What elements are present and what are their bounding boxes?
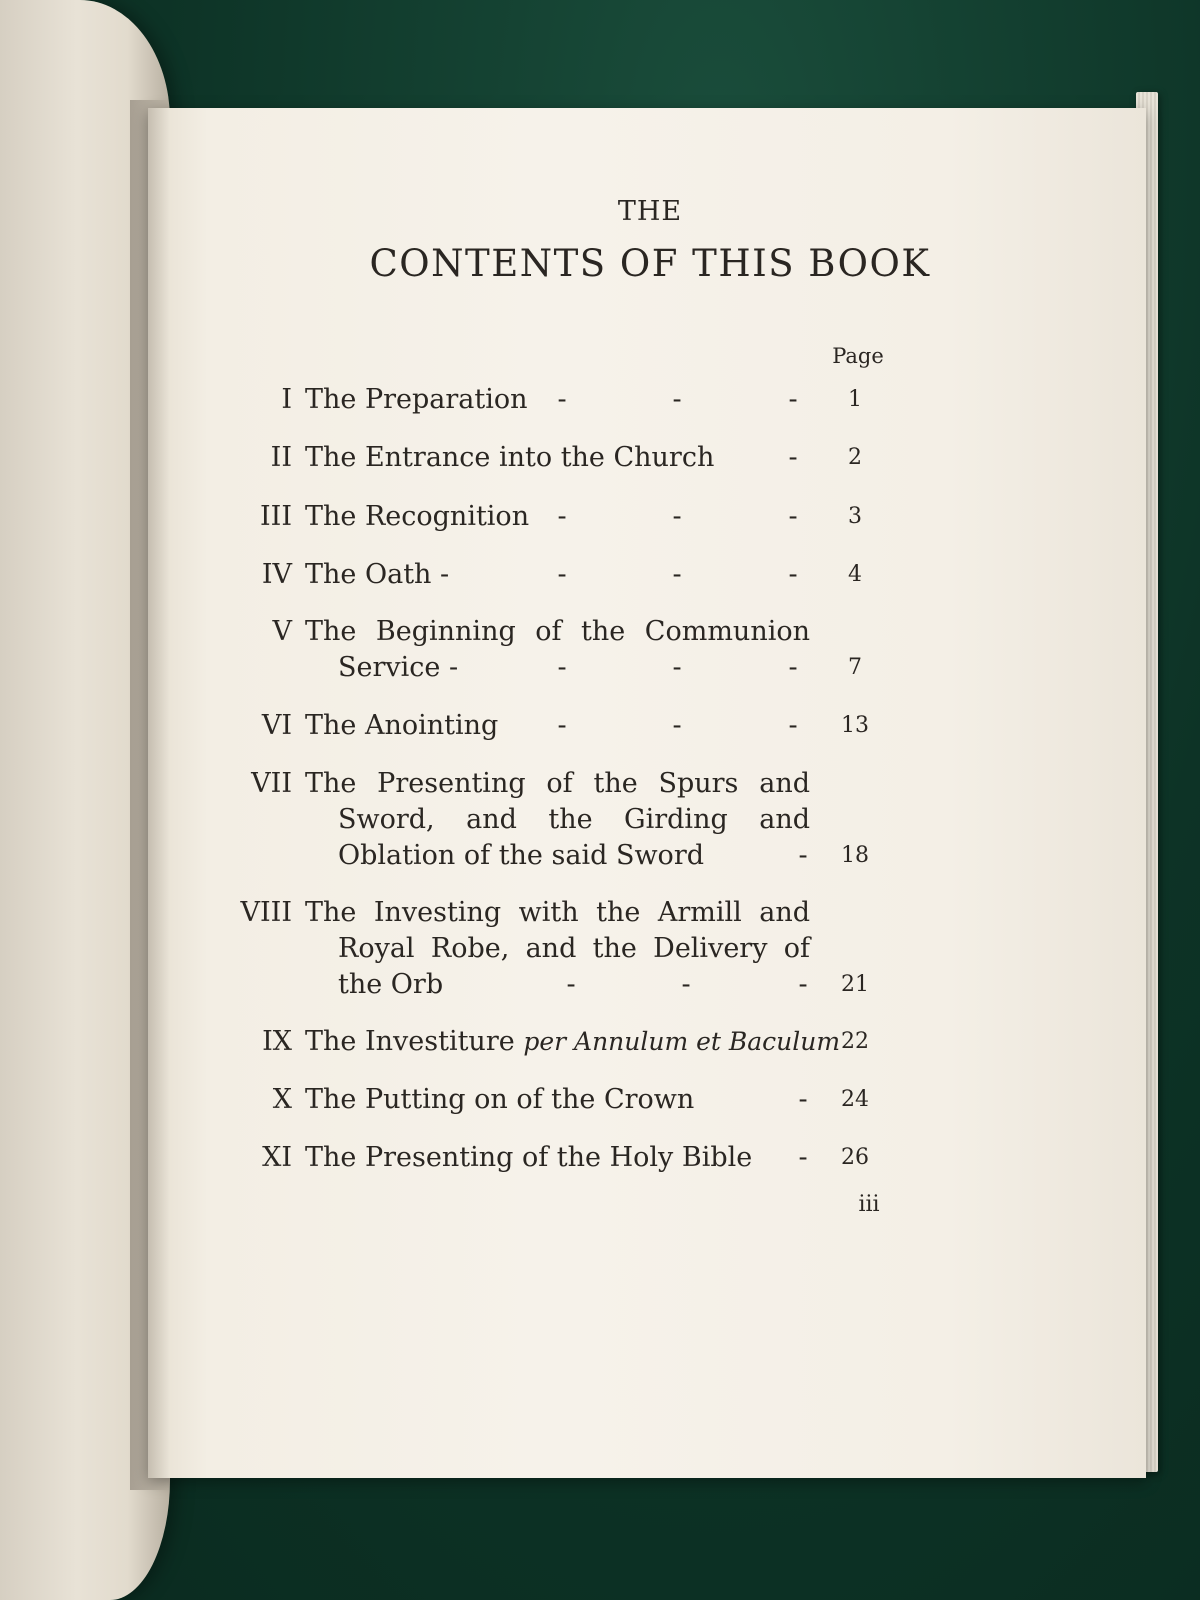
chapter-number: II [270, 442, 292, 473]
chapter-title [305, 1024, 841, 1060]
chapter-title-line [305, 1024, 841, 1060]
chapter-number: VII [251, 768, 292, 799]
chapter-title-line: Sword, and the Girding and [338, 804, 810, 835]
leader-dash: - [788, 652, 798, 683]
chapter-number: III [260, 501, 292, 532]
chapter-title-line: The Recognition [305, 501, 530, 532]
page-number: 18 [841, 843, 869, 868]
chapter-title-line: The Oath - [305, 559, 450, 590]
chapter-number: V [272, 616, 292, 647]
chapter-title-line: The Investing with the Armill and [305, 897, 810, 928]
chapter-number: XI [262, 1142, 292, 1173]
leader-dash: - [557, 710, 567, 741]
leader-dash: - [788, 384, 798, 415]
page-number: 3 [848, 504, 862, 529]
leader-dash: - [788, 442, 798, 473]
page-number: 7 [848, 655, 862, 680]
leader-dash: - [672, 384, 682, 415]
chapter-title-line: The Putting on of the Crown [305, 1084, 695, 1115]
leader-dash: - [557, 559, 567, 590]
leader-dash: - [788, 710, 798, 741]
page-column-label: Page [832, 344, 884, 368]
page-number: 13 [841, 713, 869, 738]
leader-dash: - [788, 501, 798, 532]
leader-dash: - [798, 1142, 808, 1173]
leader-dash: - [566, 969, 576, 1000]
page-number: 22 [841, 1029, 869, 1054]
chapter-title [305, 1082, 810, 1118]
page-title: CONTENTS OF THIS BOOK [369, 242, 931, 285]
chapter-title-line: Royal Robe, and the Delivery of [338, 933, 810, 964]
leader-dash: - [681, 969, 691, 1000]
gutter-shadow [130, 100, 170, 1490]
chapter-title [305, 440, 810, 476]
chapter-title-line: the Orb [338, 969, 444, 1000]
leader-dash: - [557, 384, 567, 415]
chapter-number: X [272, 1084, 292, 1115]
chapter-title-line: The Presenting of the Holy Bible [305, 1142, 753, 1173]
chapter-title-line: The Presenting of the Spurs and [305, 768, 810, 799]
chapter-title [305, 895, 810, 1003]
heading-the: THE [617, 196, 683, 227]
page-number: 24 [841, 1087, 869, 1112]
page-number: 1 [848, 387, 862, 412]
chapter-number: IV [261, 559, 292, 590]
folio-page-number: iii [858, 1192, 880, 1217]
leader-dash: - [672, 501, 682, 532]
chapter-title-line: The Entrance into the Church [305, 442, 715, 473]
leader-dash: - [557, 501, 567, 532]
chapter-title-text: The Investiture [305, 1026, 515, 1057]
leader-dash: - [672, 652, 682, 683]
page-number: 2 [848, 445, 862, 470]
chapter-title-line: Oblation of the said Sword [338, 840, 705, 871]
chapter-title-line: Service - [338, 652, 459, 683]
chapter-number: VIII [240, 897, 292, 928]
chapter-number: I [281, 384, 292, 415]
page-number: 26 [841, 1145, 869, 1170]
page-number: 4 [848, 562, 862, 587]
leader-dash: - [557, 652, 567, 683]
chapter-title-line: The Anointing [305, 710, 499, 741]
leader-dash: - [798, 969, 808, 1000]
latin-phrase: per Annulum et Baculum [523, 1027, 841, 1056]
chapter-number: VI [261, 710, 292, 741]
chapter-title [305, 766, 810, 874]
chapter-number: IX [262, 1026, 292, 1057]
leader-dash: - [798, 840, 808, 871]
chapter-title-line: The Beginning of the Communion [305, 616, 810, 647]
leader-dash: - [672, 559, 682, 590]
leader-dash: - [672, 710, 682, 741]
chapter-title [305, 1140, 810, 1176]
page-number: 21 [841, 972, 869, 997]
chapter-title-line: The Preparation [305, 384, 528, 415]
leader-dash: - [798, 1084, 808, 1115]
leader-dash: - [788, 559, 798, 590]
